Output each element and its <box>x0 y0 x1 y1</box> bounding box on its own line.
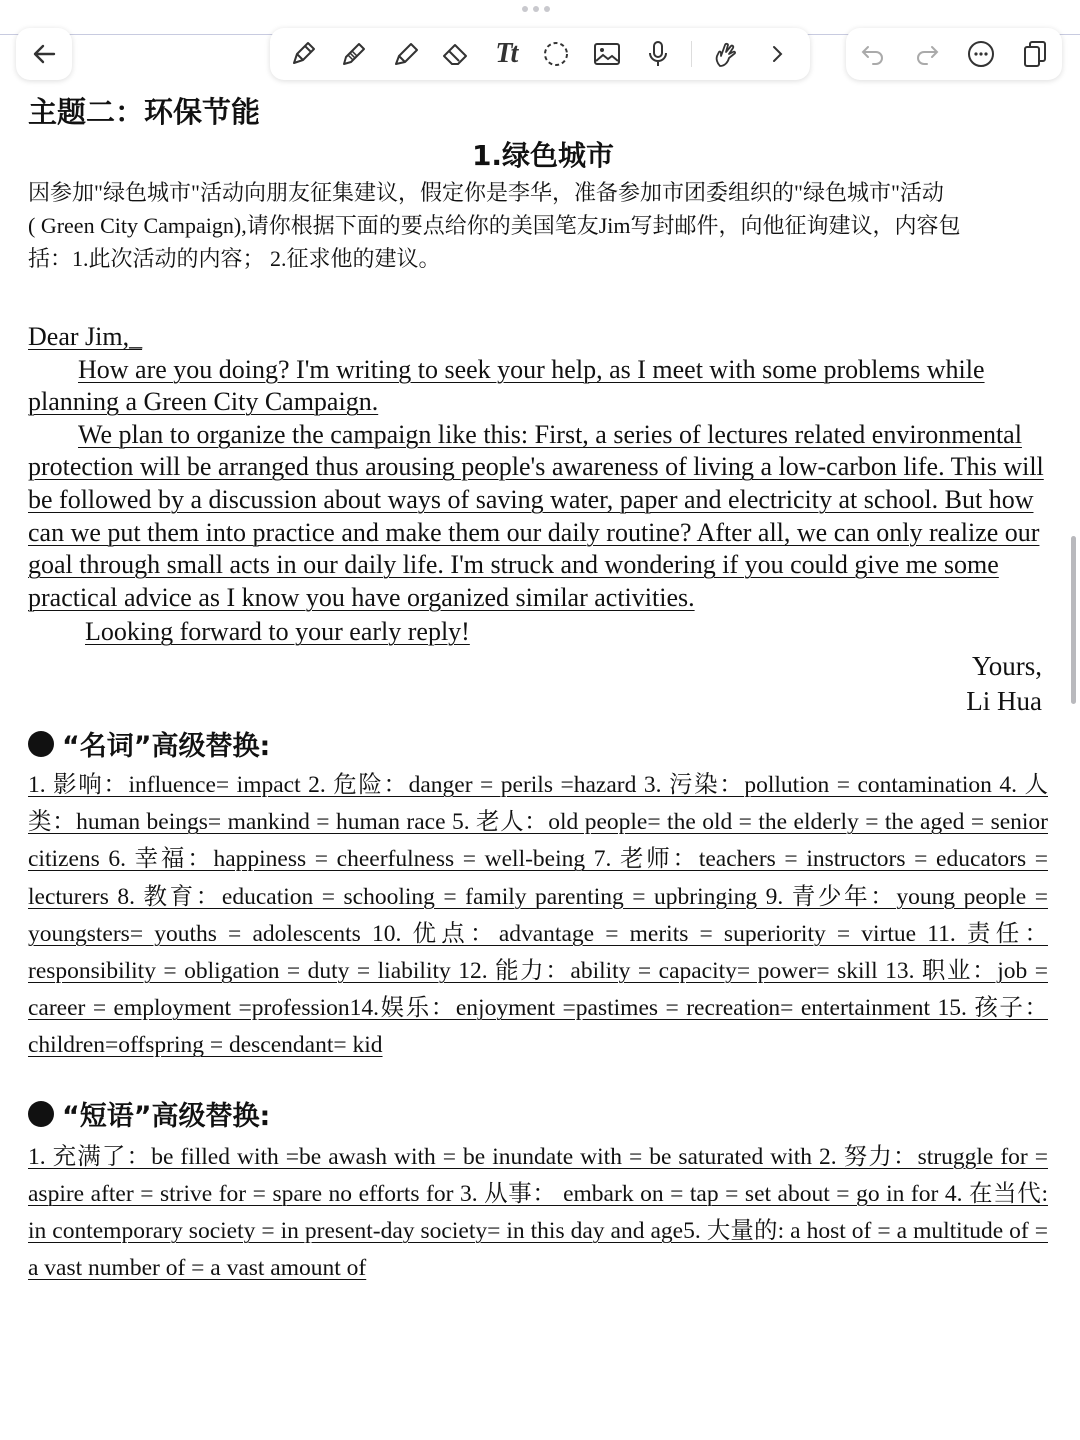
nouns-list: 1. 影响：influence= impact 2. 危险：danger = perils =hazard 3. 污染：pollution = contamination 4. 人类：human beings= mankind = human race 5. 老人：old people= the old = the elderly = the aged = senior citizens 6. 幸福：happiness = cheerfulness = well-being 7. 老师：teachers = instructors = educators = lecturers 8. 教育：education = schooling = family parenting = upbringing 9. 青少年：young people = youngsters= youths = adolescents 10. 优点：advantage = merits = superiority = virtue 11. 责任：responsibility = obligation = duty = liability 12. 能力：ability = capacity= power= skill 13. 职业：job = career = employment =profession14.娱乐：enjoyment =pastimes = recreation= entertainment 15. 孩子：children=offspring = descendant= kid <box>28 771 1048 1059</box>
section-title: 1.绿色城市 <box>471 139 615 172</box>
phrases-heading-text: “短语”高级替换: <box>62 1101 271 1133</box>
pages-button[interactable] <box>1018 37 1052 71</box>
bullet-icon <box>28 731 54 757</box>
document-page <box>28 92 1048 1287</box>
text-tool-icon: Tt <box>495 38 517 69</box>
pencil-tool-button[interactable] <box>337 37 371 71</box>
letter-salutation: Dear Jim,_ <box>28 322 143 351</box>
toolbar-separator <box>691 41 692 67</box>
pen-tool-button[interactable] <box>286 37 320 71</box>
letter-closing: Looking forward to your early reply! <box>85 617 470 647</box>
pages-icon <box>1020 39 1050 69</box>
text-tool-button[interactable] <box>489 37 523 71</box>
sample-letter <box>28 321 1048 719</box>
image-tool-button[interactable] <box>590 37 624 71</box>
lasso-icon <box>541 39 571 69</box>
redo-icon <box>912 39 942 69</box>
lasso-tool-button[interactable] <box>539 37 573 71</box>
drawing-toolbar <box>270 28 810 80</box>
nouns-heading-text: “名词”高级替换: <box>62 731 271 763</box>
eraser-icon <box>440 39 470 69</box>
more-button[interactable] <box>964 37 998 71</box>
phrases-heading <box>28 1093 1048 1135</box>
image-icon <box>592 39 622 69</box>
more-icon <box>966 39 996 69</box>
highlighter-icon <box>390 39 420 69</box>
back-button[interactable] <box>16 28 72 80</box>
prompt-line: 因参加"绿色城市"活动向朋友征集建议，假定你是李华，准备参加市团委组织的"绿色城市"活动 <box>28 180 944 205</box>
letter-paragraph: We plan to organize the campaign like this: First, a series of lectures related environmental protection will be arranged thus arousing people's awareness of living a low-carbon life. This will be followed by a discussion about ways of saving water, paper and electricity at school. But how can we put them into practice and make them our daily routine? After all, we can only realize our goal through small acts in our daily life. I'm struck and wondering if you could give me some practical advice as I know you have organized similar activities. <box>28 419 1044 612</box>
nouns-heading <box>28 723 1048 765</box>
microphone-icon <box>643 39 673 69</box>
arrow-left-icon <box>30 40 58 68</box>
prompt-line: 括：1.此次活动的内容； 2.征求他的建议。 <box>28 246 441 271</box>
more-tools-button[interactable] <box>760 37 794 71</box>
letter-paragraph: How are you doing? I'm writing to seek your help, as I meet with some problems while planning a Green City Campaign. <box>28 354 985 417</box>
hand-draw-icon <box>711 39 741 69</box>
phrases-list: 1. 充满了：be filled with =be awash with = be inundate with = be saturated with 2. 努力：struggle for = aspire after = strive for = spare no efforts for 3. 从事： embark on = tap = set about = go in for 4. 在当代: in contemporary society = in present-day society= in this day and age5. 大量的: a host of = a multitude of = a vast number of = a vast amount of <box>28 1143 1048 1282</box>
writing-prompt <box>28 176 1048 275</box>
eraser-tool-button[interactable] <box>438 37 472 71</box>
document-actions <box>846 28 1062 80</box>
pencil-icon <box>339 39 369 69</box>
letter-closing-line <box>28 616 1048 649</box>
drag-handle[interactable] <box>522 6 550 12</box>
hand-draw-tool-button[interactable] <box>709 37 743 71</box>
vertical-scrollbar[interactable] <box>1071 536 1076 704</box>
microphone-tool-button[interactable] <box>641 37 675 71</box>
undo-icon <box>858 39 888 69</box>
topic-heading: 主题二：环保节能 <box>28 95 261 129</box>
prompt-line: ( Green City Campaign),请你根据下面的要点给你的美国笔友Jim写封邮件，向他征询建议，内容包 <box>28 213 961 238</box>
letter-signature: Li Hua <box>966 685 1042 716</box>
chevron-right-icon <box>762 39 792 69</box>
pen-icon <box>288 39 318 69</box>
highlighter-tool-button[interactable] <box>388 37 422 71</box>
bullet-icon <box>28 1101 54 1127</box>
redo-button[interactable] <box>910 37 944 71</box>
undo-button[interactable] <box>856 37 890 71</box>
letter-sign-off: Yours, <box>971 650 1042 681</box>
